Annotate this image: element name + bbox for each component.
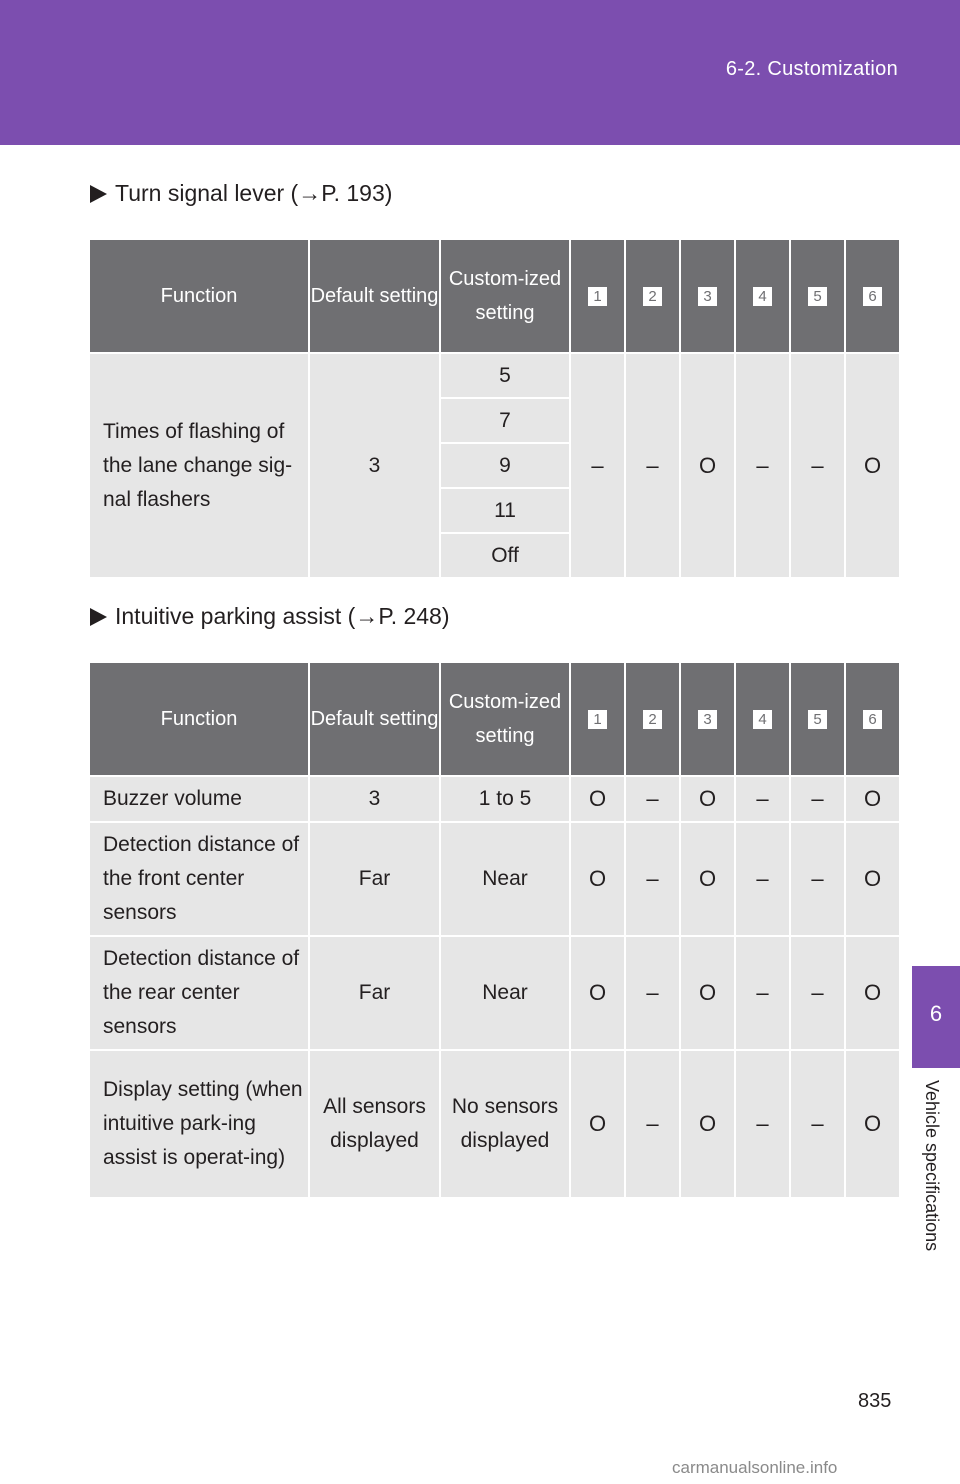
mark-cell: O [680,1050,735,1198]
table-row [89,353,900,398]
watermark-text: carmanualsonline.info [672,1458,838,1477]
customized-cell: 1 to 5 [440,776,570,822]
column-header [845,239,900,353]
setting-badge: 4 [753,287,772,306]
mark-cell: O [680,936,735,1050]
function-cell: Detection distance of the front center sensors [89,822,309,936]
section-title-turn-signal [90,180,392,207]
chapter-tab-number: 6 [929,1001,943,1026]
mark-cell: – [735,1050,790,1198]
setting-badge: 5 [808,710,827,729]
mark-cell: O [680,776,735,822]
customized-cell: 9 [440,443,570,488]
customized-cell: 7 [440,398,570,443]
table-header-row [89,239,900,353]
mark-cell: – [625,822,680,936]
mark-cell: – [790,776,845,822]
table-row [89,822,900,936]
customized-cell: 5 [440,353,570,398]
function-cell: Buzzer volume [89,776,309,822]
setting-badge: 5 [808,287,827,306]
mark-cell: O [845,936,900,1050]
mark-cell: O [845,776,900,822]
default-cell: 3 [309,353,440,578]
setting-badge: 6 [863,287,882,306]
page-number: 835 [858,1390,892,1412]
table-row [89,1050,900,1198]
column-header: Custom-ized setting [440,239,570,353]
column-header [680,662,735,776]
table-row [89,776,900,822]
column-header: Default setting [309,239,440,353]
mark-cell: – [790,353,845,578]
section-title-text: Turn signal lever (→P. 193) [115,180,393,206]
mark-cell: O [845,353,900,578]
setting-badge: 3 [698,287,717,306]
column-header: Function [89,662,309,776]
mark-cell: – [735,776,790,822]
default-cell: Far [309,936,440,1050]
mark-cell: – [625,353,680,578]
function-cell: Display setting (when intuitive park-ing assist is operat-ing) [89,1050,309,1198]
customized-cell: 11 [440,488,570,533]
function-cell: Detection distance of the rear center sensors [89,936,309,1050]
column-header: Function [89,239,309,353]
chapter-tab [912,966,960,1068]
mark-cell: O [845,1050,900,1198]
mark-cell: – [570,353,625,578]
column-header: Custom-ized setting [440,662,570,776]
triangle-bullet-icon [90,608,107,626]
mark-cell: O [570,1050,625,1198]
column-header [845,662,900,776]
setting-badge: 3 [698,710,717,729]
default-cell: All sensors displayed [309,1050,440,1198]
column-header [570,239,625,353]
mark-cell: – [625,776,680,822]
customized-cell: Near [440,936,570,1050]
mark-cell: – [790,936,845,1050]
column-header [790,239,845,353]
setting-badge: 6 [863,710,882,729]
parking-assist-table [88,661,901,1199]
setting-badge: 1 [588,287,607,306]
column-header [735,662,790,776]
mark-cell: – [625,936,680,1050]
mark-cell: O [570,776,625,822]
chapter-tab-label: Vehicle specifications [922,1080,942,1252]
section-header-title: 6-2. Customization [725,58,898,80]
default-cell: 3 [309,776,440,822]
mark-cell: O [680,822,735,936]
setting-badge: 1 [588,710,607,729]
mark-cell: – [735,353,790,578]
mark-cell: – [790,822,845,936]
customized-cell: Near [440,822,570,936]
triangle-bullet-icon [90,185,107,203]
function-cell: Times of flashing of the lane change sig-nal flashers [89,353,309,578]
table-header-row [89,662,900,776]
mark-cell: – [625,1050,680,1198]
column-header: Default setting [309,662,440,776]
customized-cell: Off [440,533,570,578]
column-header [680,239,735,353]
mark-cell: O [570,822,625,936]
mark-cell: – [735,936,790,1050]
setting-badge: 4 [753,710,772,729]
header-band [0,0,960,145]
setting-badge: 2 [643,287,662,306]
table-row [89,936,900,1050]
mark-cell: O [845,822,900,936]
column-header [735,239,790,353]
default-cell: Far [309,822,440,936]
mark-cell: – [790,1050,845,1198]
setting-badge: 2 [643,710,662,729]
section-title-text: Intuitive parking assist (→P. 248) [115,603,450,629]
section-title-parking-assist [90,603,450,630]
column-header [570,662,625,776]
column-header [625,239,680,353]
column-header [625,662,680,776]
column-header [790,662,845,776]
turn-signal-table [88,238,901,579]
customized-cell: No sensors displayed [440,1050,570,1198]
mark-cell: – [735,822,790,936]
mark-cell: O [680,353,735,578]
mark-cell: O [570,936,625,1050]
